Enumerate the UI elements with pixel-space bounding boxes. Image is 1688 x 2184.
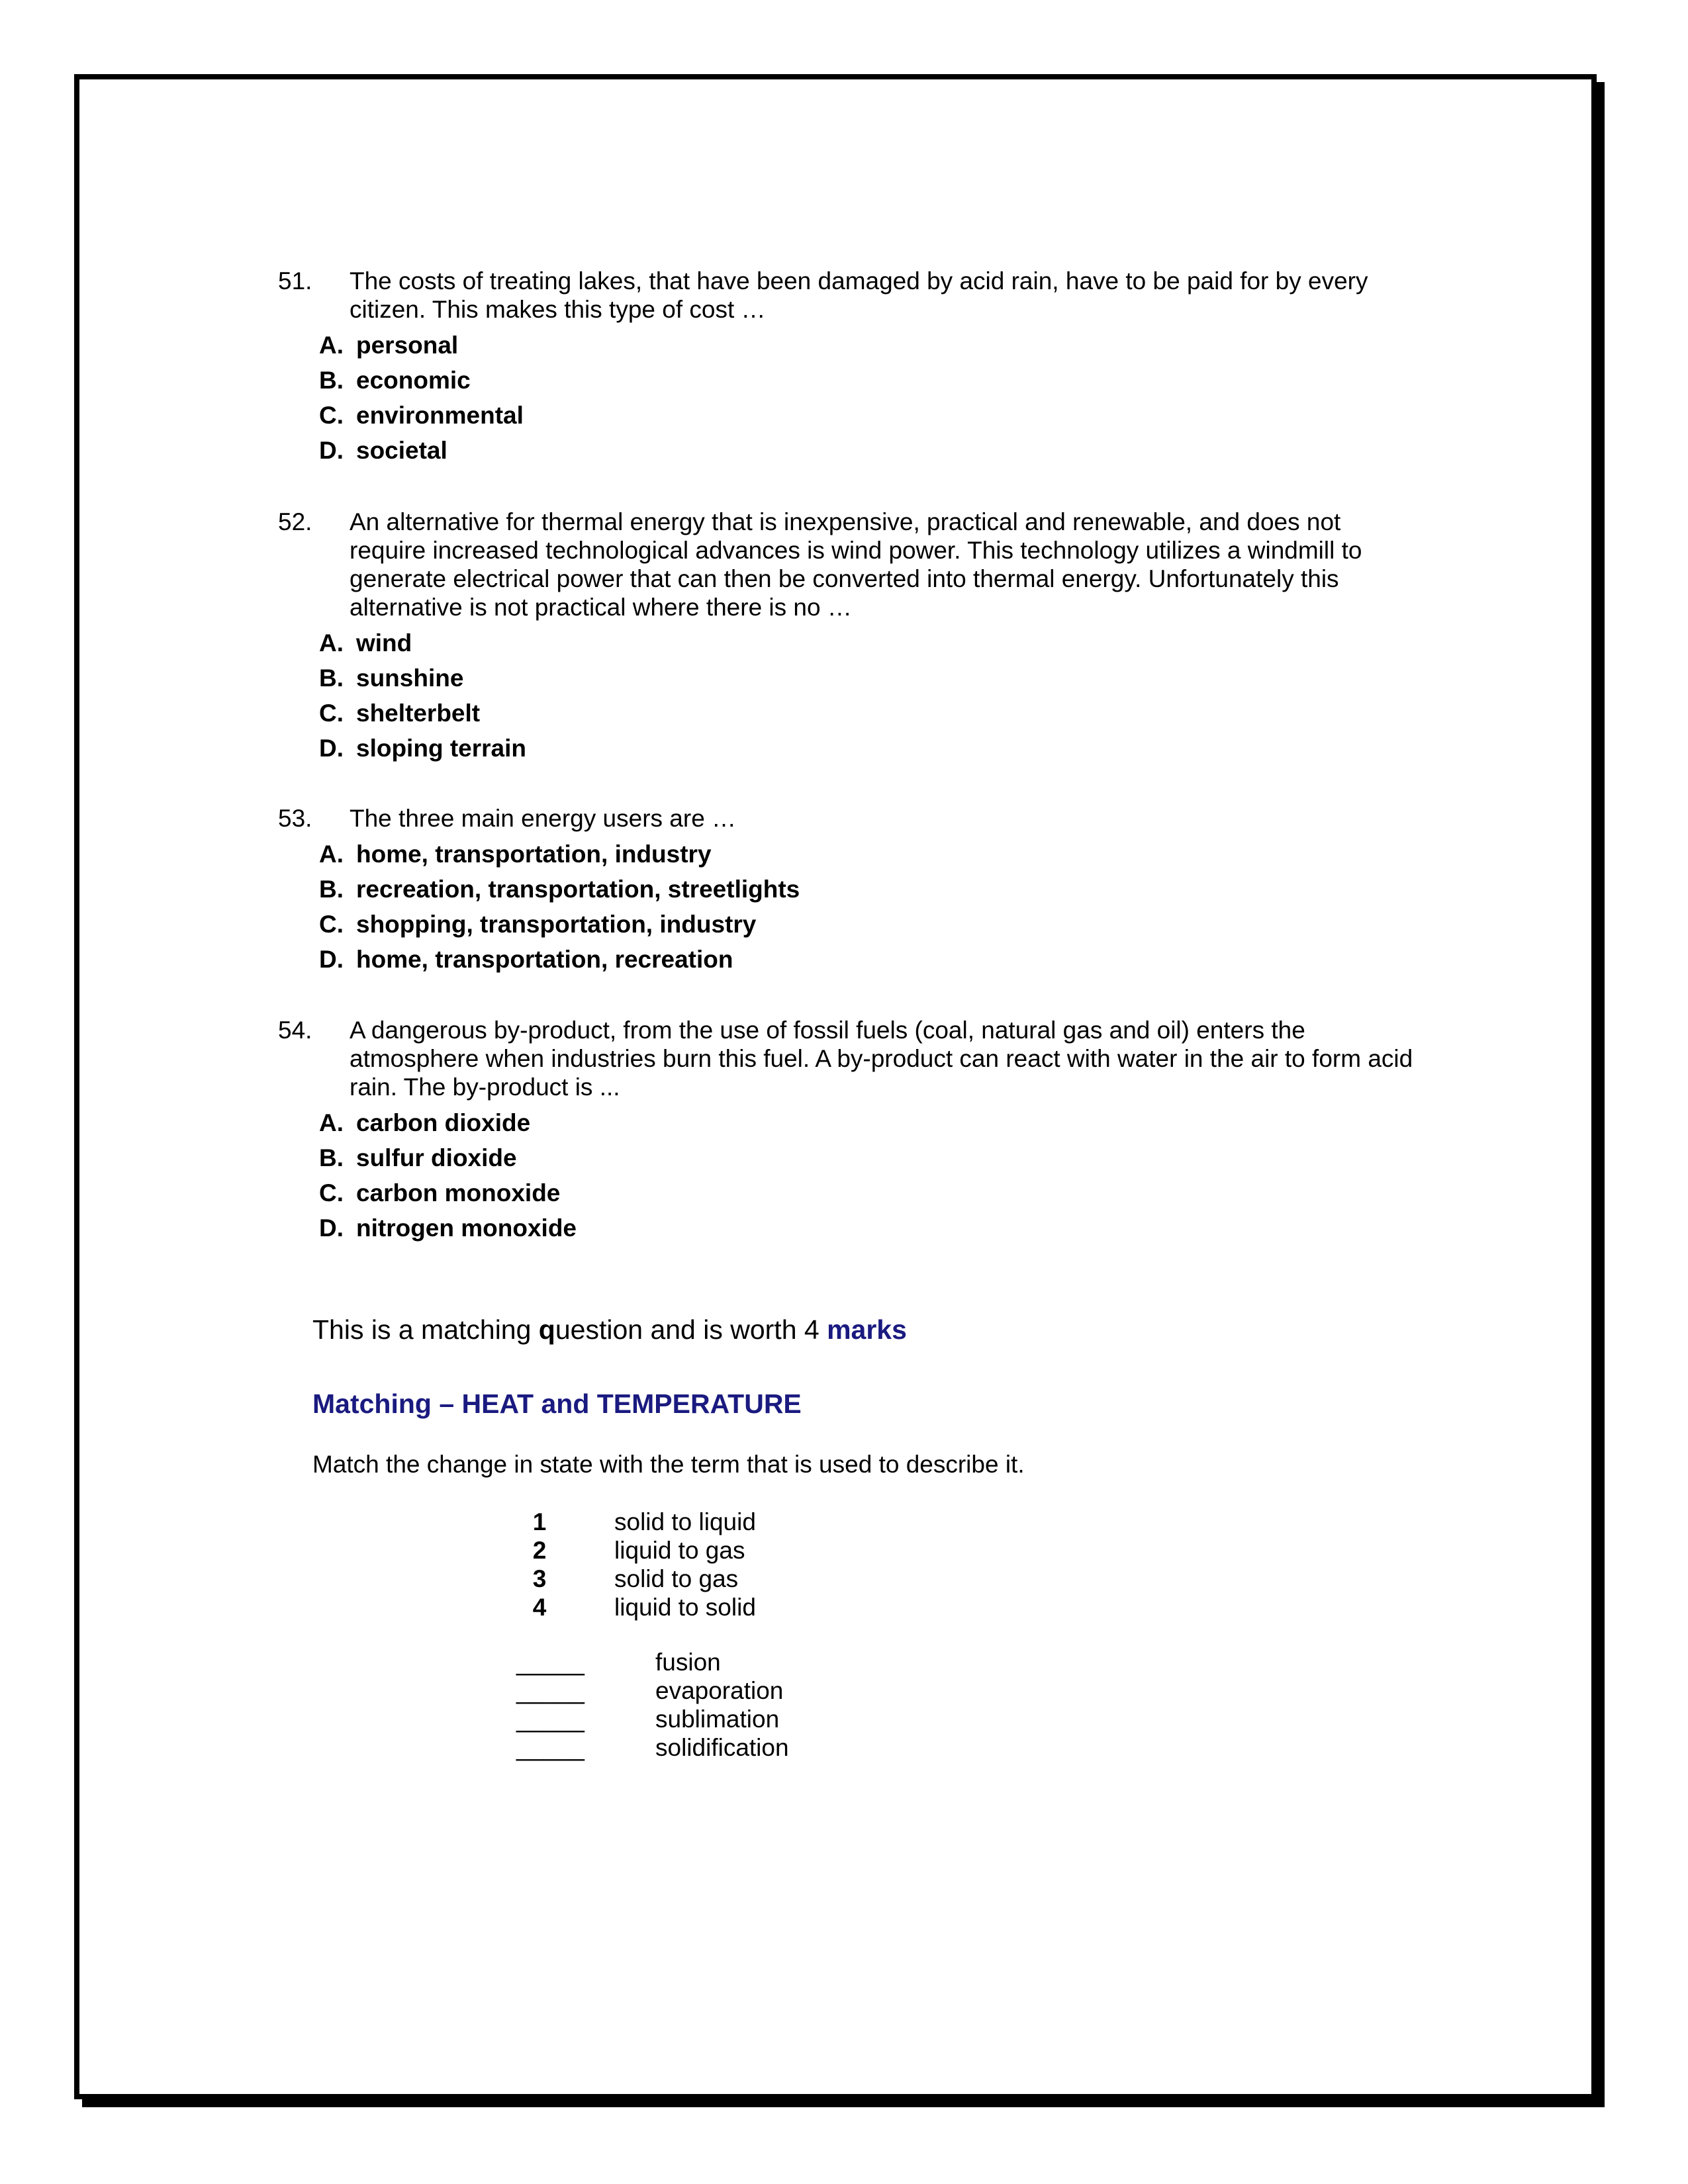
state-number: 4 bbox=[532, 1594, 547, 1621]
question-number: 52. bbox=[278, 508, 312, 535]
choice-letter: A. bbox=[319, 332, 344, 359]
matching-instructions: Match the change in state with the term that is used to describe it. bbox=[312, 1451, 1025, 1478]
question-number: 54. bbox=[278, 1017, 312, 1044]
question-text-line: atmosphere when industries burn this fuel. A by-product can react with water in the air to form acid bbox=[350, 1045, 1413, 1072]
choice-letter: D. bbox=[319, 437, 344, 464]
matching-title: Matching – HEAT and TEMPERATURE bbox=[312, 1388, 802, 1419]
choice-letter: A. bbox=[319, 629, 344, 657]
choice-d bbox=[278, 942, 1443, 977]
choice-letter: D. bbox=[319, 735, 344, 762]
choice-list bbox=[278, 1105, 1443, 1246]
answer-blank[interactable]: _____ bbox=[516, 1677, 585, 1704]
choice-letter: C. bbox=[319, 911, 344, 938]
matching-intro bbox=[312, 1314, 907, 1345]
term-text: fusion bbox=[655, 1649, 721, 1676]
choice-list bbox=[278, 328, 1443, 468]
state-number: 2 bbox=[532, 1537, 547, 1564]
choice-text: shopping, transportation, industry bbox=[356, 911, 757, 938]
choice-text: home, transportation, industry bbox=[356, 841, 712, 868]
state-text: liquid to solid bbox=[614, 1594, 756, 1621]
term-text: evaporation bbox=[655, 1677, 784, 1704]
choice-b bbox=[278, 1140, 1443, 1175]
answer-blank[interactable]: _____ bbox=[516, 1706, 585, 1733]
question-text-line: The three main energy users are … bbox=[350, 805, 737, 832]
choice-letter: B. bbox=[319, 367, 344, 394]
choice-text: personal bbox=[356, 332, 459, 359]
choice-c bbox=[278, 398, 1443, 433]
state-text: solid to gas bbox=[614, 1565, 739, 1592]
term-text: sublimation bbox=[655, 1706, 780, 1733]
choice-a bbox=[278, 1105, 1443, 1140]
choice-text: sunshine bbox=[356, 664, 464, 692]
choice-d bbox=[278, 731, 1443, 766]
choice-list bbox=[278, 625, 1443, 766]
question-text-line: The costs of treating lakes, that have been damaged by acid rain, have to be paid for by every bbox=[350, 267, 1368, 295]
answer-blank[interactable]: _____ bbox=[516, 1734, 585, 1761]
choice-letter: D. bbox=[319, 1214, 344, 1242]
choice-letter: B. bbox=[319, 876, 344, 903]
marks-label: marks bbox=[827, 1314, 907, 1345]
choice-b bbox=[278, 363, 1443, 398]
choice-d bbox=[278, 433, 1443, 468]
state-number: 1 bbox=[532, 1508, 547, 1535]
choice-list bbox=[278, 837, 1443, 977]
question-text-line: citizen. This makes this type of cost … bbox=[350, 296, 766, 323]
question-52 bbox=[278, 508, 1443, 766]
choice-letter: B. bbox=[319, 1144, 344, 1171]
choice-c bbox=[278, 1175, 1443, 1210]
question-text-line: An alternative for thermal energy that is inexpensive, practical and renewable, and does not bbox=[350, 508, 1341, 535]
term-text: solidification bbox=[655, 1734, 789, 1761]
choice-text: sloping terrain bbox=[356, 735, 526, 762]
question-text-line: alternative is not practical where there is no … bbox=[350, 594, 852, 621]
choice-letter: D. bbox=[319, 946, 344, 973]
choice-text: recreation, transportation, streetlights bbox=[356, 876, 800, 903]
choice-letter: A. bbox=[319, 1109, 344, 1136]
choice-letter: C. bbox=[319, 402, 344, 429]
choice-c bbox=[278, 907, 1443, 942]
choice-letter: A. bbox=[319, 841, 344, 868]
choice-b bbox=[278, 872, 1443, 907]
choice-a bbox=[278, 625, 1443, 660]
choice-text: nitrogen monoxide bbox=[356, 1214, 577, 1242]
choice-letter: B. bbox=[319, 664, 344, 692]
question-stem bbox=[278, 1016, 1443, 1101]
state-text: solid to liquid bbox=[614, 1508, 756, 1535]
choice-d bbox=[278, 1210, 1443, 1246]
state-number: 3 bbox=[532, 1565, 547, 1592]
question-text-line: A dangerous by-product, from the use of fossil fuels (coal, natural gas and oil) enters the bbox=[350, 1017, 1305, 1044]
choice-text: carbon monoxide bbox=[356, 1179, 561, 1206]
question-54 bbox=[278, 1016, 1443, 1246]
choice-text: sulfur dioxide bbox=[356, 1144, 517, 1171]
choice-text: home, transportation, recreation bbox=[356, 946, 733, 973]
choice-a bbox=[278, 328, 1443, 363]
question-53 bbox=[278, 804, 1443, 977]
question-text-line: require increased technological advances is wind power. This technology utilizes a windmill to bbox=[350, 537, 1362, 564]
question-number: 53. bbox=[278, 805, 312, 832]
question-stem bbox=[278, 508, 1443, 621]
choice-text: carbon dioxide bbox=[356, 1109, 531, 1136]
question-51 bbox=[278, 267, 1443, 468]
intro-text: uestion and is worth 4 bbox=[555, 1314, 827, 1345]
intro-bold-letter: q bbox=[538, 1314, 555, 1345]
choice-text: economic bbox=[356, 367, 471, 394]
answer-blank[interactable]: _____ bbox=[516, 1649, 585, 1676]
choice-c bbox=[278, 696, 1443, 731]
question-stem bbox=[278, 804, 1443, 833]
question-number: 51. bbox=[278, 267, 312, 295]
choice-letter: C. bbox=[319, 1179, 344, 1206]
question-text-line: rain. The by-product is ... bbox=[350, 1073, 620, 1101]
choice-text: environmental bbox=[356, 402, 524, 429]
question-text-line: generate electrical power that can then be converted into thermal energy. Unfortunately this bbox=[350, 565, 1339, 592]
choice-b bbox=[278, 660, 1443, 696]
intro-text: This is a matching bbox=[312, 1314, 539, 1345]
question-stem bbox=[278, 267, 1443, 324]
choice-letter: C. bbox=[319, 700, 344, 727]
choice-a bbox=[278, 837, 1443, 872]
choice-text: shelterbelt bbox=[356, 700, 481, 727]
choice-text: wind bbox=[356, 629, 412, 657]
state-text: liquid to gas bbox=[614, 1537, 745, 1564]
choice-text: societal bbox=[356, 437, 447, 464]
